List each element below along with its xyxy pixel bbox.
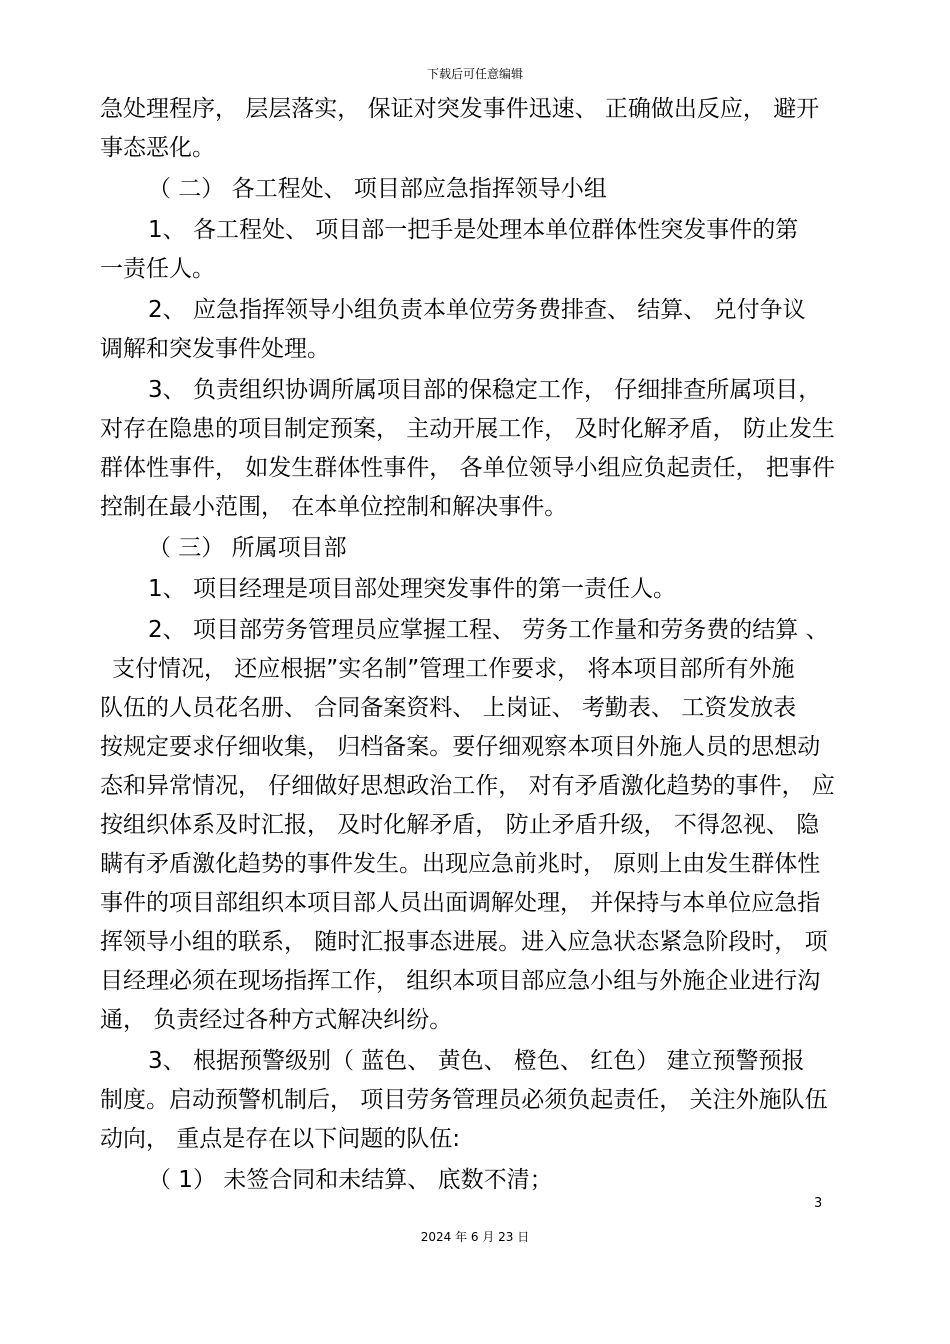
text-line: （ 1） 未签合同和未结算、 底数不清；	[148, 1167, 553, 1193]
text-line: 2、 项目部劳务管理员应掌握工程、 劳务工作量和劳务费的结算 、	[148, 617, 829, 643]
text-line: 动向， 重点是存在以下问题的队伍:	[100, 1126, 461, 1152]
text-line: 目经理必须在现场指挥工作， 组织本项目部应急小组与外施企业进行沟	[100, 968, 821, 994]
text-line: 事件的项目部组织本项目部人员出面调解处理， 并保持与本单位应急指	[100, 890, 821, 916]
text-line: 1、 各工程处、 项目部一把手是处理本单位群体性突发事件的第	[148, 217, 799, 243]
text-line: 群体性事件， 如发生群体性事件， 各单位领导小组应负起责任， 把事件	[100, 455, 835, 481]
section-heading: （ 三） 所属项目部	[148, 535, 347, 561]
text-line: 急处理程序， 层层落实， 保证对突发事件迅速、 正确做出反应， 避开	[100, 96, 820, 122]
text-line: 一责任人。	[100, 256, 215, 282]
section-heading: （ 二） 各工程处、 项目部应急指挥领导小组	[148, 176, 607, 202]
document-body	[100, 90, 840, 1200]
text-line: 支付情况， 还应根据”实名制”管理工作要求， 将本项目部所有外施	[112, 656, 795, 682]
text-line: 态和异常情况， 仔细做好思想政治工作， 对有矛盾激化趋势的事件， 应	[100, 773, 835, 799]
text-line: 2、 应急指挥领导小组负责本单位劳务费排查、 结算、 兑付争议	[148, 297, 806, 323]
page-number: 3	[814, 1196, 823, 1211]
text-line: 瞒有矛盾激化趋势的事件发生。出现应急前兆时， 原则上由发生群体性	[100, 851, 821, 877]
text-line: 挥领导小组的联系， 随时汇报事态进展。进入应急状态紧急阶段时， 项	[100, 929, 828, 955]
page-header: 下载后可任意编辑	[426, 67, 523, 81]
text-line: 按组织体系及时汇报， 及时化解矛盾， 防止矛盾升级， 不得忽视、 隐	[100, 812, 820, 838]
text-line: 队伍的人员花名册、 合同备案资料、 上岗证、 考勤表、 工资发放表	[100, 695, 797, 721]
text-line: 3、 负责组织协调所属项目部的保稳定工作， 仔细排查所属项目，	[148, 377, 822, 403]
text-line: 控制在最小范围， 在本单位控制和解决事件。	[100, 494, 568, 520]
text-line: 事态恶化。	[100, 135, 215, 161]
text-line: 调解和突发事件处理。	[100, 336, 330, 362]
text-line: 3、 根据预警级别（ 蓝色、 黄色、 橙色、 红色） 建立预警预报	[148, 1048, 805, 1074]
text-line: 通， 负责经过各种方式解决纠纷。	[100, 1007, 453, 1033]
text-line: 制度。启动预警机制后， 项目劳务管理员必须负起责任， 关注外施队伍	[100, 1087, 828, 1113]
page-footer-date: 2024 年 6 月 23 日	[420, 1230, 530, 1244]
text-line: 1、 项目经理是项目部处理突发事件的第一责任人。	[148, 576, 676, 602]
text-line: 对存在隐患的项目制定预案， 主动开展工作， 及时化解矛盾， 防止发生	[100, 416, 835, 442]
text-line: 按规定要求仔细收集， 归档备案。要仔细观察本项目外施人员的思想动	[100, 734, 821, 760]
